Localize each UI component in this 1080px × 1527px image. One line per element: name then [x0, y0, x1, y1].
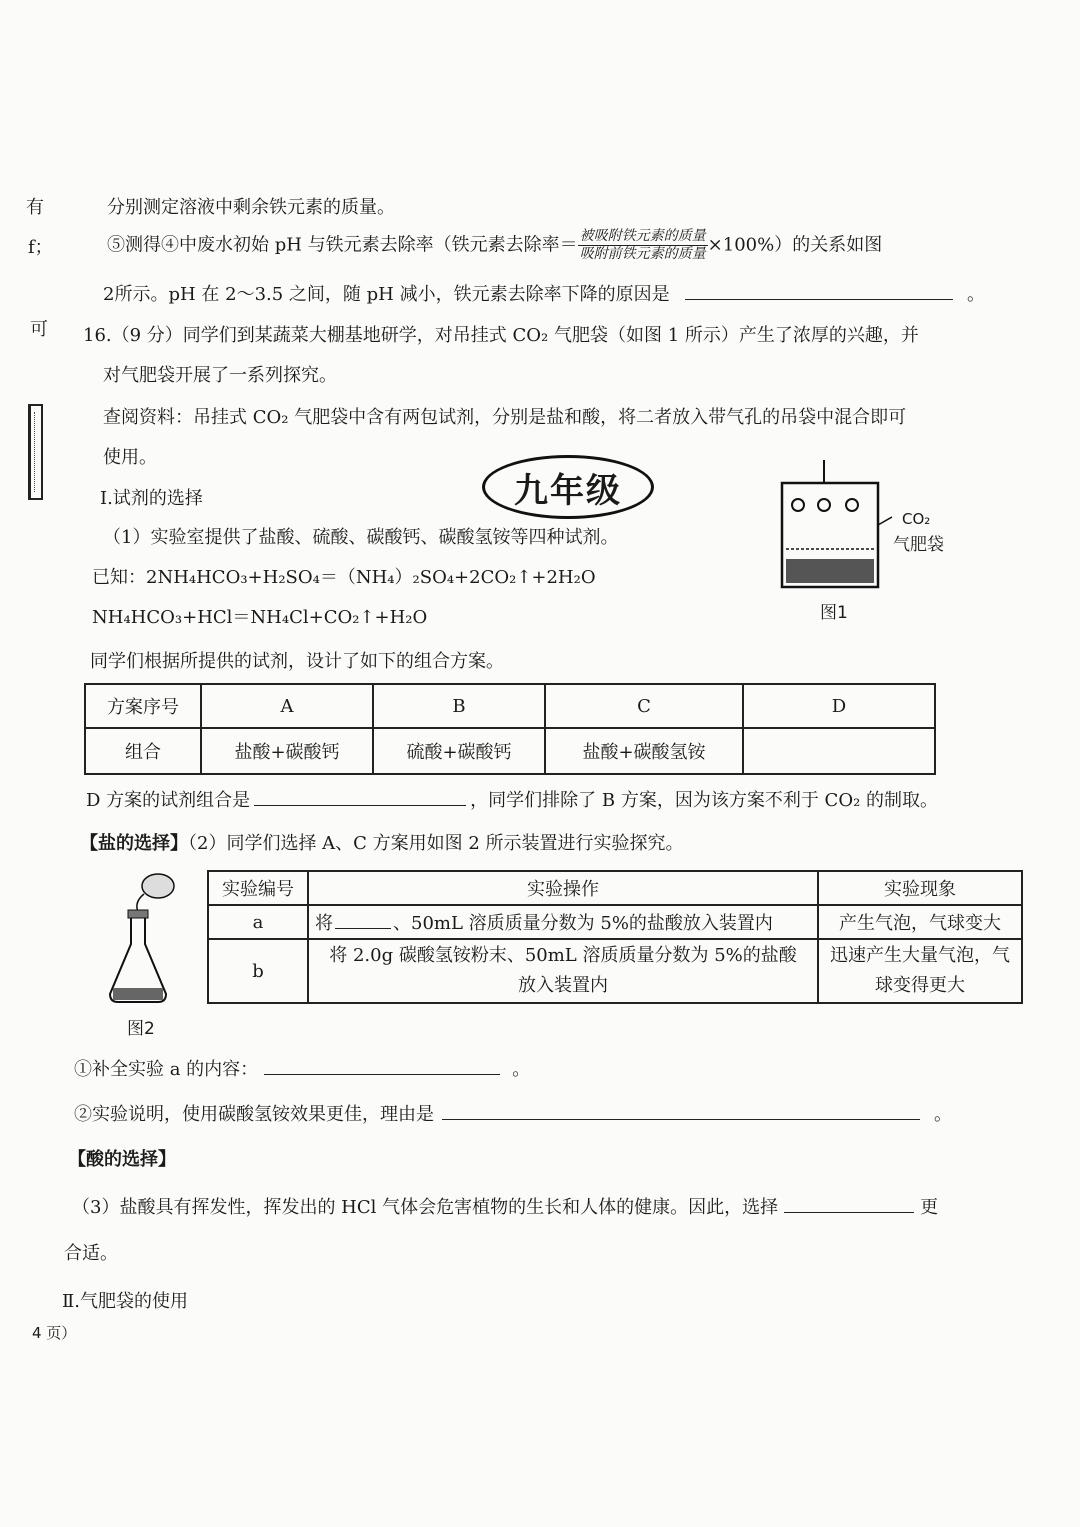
binding-mark	[28, 404, 43, 500]
op-text: 将 2.0g 碳酸氢铵粉末、50mL 溶质质量分数为 5%的盐酸	[329, 945, 797, 966]
sub-question-3-text: （3）盐酸具有挥发性，挥发出的 HCl 气体会危害植物的生长和人体的健康。因此，选择	[72, 1197, 779, 1218]
q15-line2-tail: ×100%）的关系如图	[707, 234, 883, 256]
table-cell	[308, 905, 818, 939]
table-cell: b	[208, 939, 308, 1003]
period: 。	[934, 1104, 952, 1125]
q15-line1: 分别测定溶液中剩余铁元素的质量。	[107, 197, 395, 218]
scheme-table	[84, 683, 936, 775]
table-cell: 组合	[85, 728, 201, 774]
table-header-cell: 实验现象	[818, 871, 1022, 905]
q15-question: 2所示。pH 在 2～3.5 之间，随 pH 减小，铁元素去除率下降的原因是	[103, 284, 670, 305]
table-cell: 产生气泡，气球变大	[818, 905, 1022, 939]
experiment-row-a	[208, 905, 1022, 939]
q16-line1: 16.（9 分）同学们到某蔬菜大棚基地研学，对吊挂式 CO₂ 气肥袋（如图 1 所示）产生了浓厚的兴趣，并	[83, 325, 919, 346]
sub-question-2	[74, 1101, 952, 1127]
table-cell-blank[interactable]	[743, 728, 935, 774]
table-header-cell: 实验编号	[208, 871, 308, 905]
sub-question-3	[72, 1194, 938, 1220]
margin-char: f；	[28, 237, 53, 258]
table-header-cell: D	[743, 684, 935, 728]
q16-line2: 对气肥袋开展了一系列探究。	[103, 365, 337, 386]
table-cell: a	[208, 905, 308, 939]
table-header-cell: 实验操作	[308, 871, 818, 905]
table-cell: 盐酸+碳酸钙	[201, 728, 373, 774]
experiment-table	[207, 870, 1023, 1004]
table-cell	[308, 939, 818, 1003]
page-note: 4 页）	[32, 1324, 77, 1342]
answer-blank[interactable]	[442, 1101, 920, 1120]
q15-line3	[103, 281, 985, 307]
answer-blank[interactable]	[335, 910, 391, 929]
equation-1: 已知：2NH₄HCO₃+H₂SO₄＝（NH₄）₂SO₄+2CO₂↑+2H₂O	[92, 567, 596, 588]
margin-char: 可	[30, 319, 48, 340]
q15-line2-text: ⑤测得④中废水初始 pH 与铁元素去除率（铁元素去除率＝	[107, 234, 578, 256]
d-scheme-text-tail: ，同学们排除了 B 方案，因为该方案不利于 CO₂ 的制取。	[470, 790, 939, 811]
sub-question-1-text: ①补全实验 a 的内容：	[74, 1059, 259, 1080]
period: 。	[512, 1059, 531, 1080]
fig1-label-co2: CO₂	[902, 510, 931, 528]
section-title: Ⅰ.试剂的选择	[100, 488, 203, 509]
experiment-table-header	[208, 871, 1022, 905]
scheme-table-header	[85, 684, 935, 728]
fraction-denominator: 吸附前铁元素的质量	[579, 246, 706, 262]
fig2-flask-diagram	[100, 866, 180, 1014]
table-header-cell: A	[201, 684, 373, 728]
fig2-caption: 图2	[127, 1019, 155, 1039]
acid-selection-title: 【酸的选择】	[68, 1149, 176, 1170]
section-title: Ⅱ.气肥袋的使用	[62, 1291, 188, 1312]
equation-2: NH₄HCO₃+HCl＝NH₄Cl+CO₂↑+H₂O	[92, 607, 428, 628]
table-header-cell: 方案序号	[85, 684, 201, 728]
answer-blank[interactable]	[784, 1194, 914, 1213]
salt-selection-text: （2）同学们选择 A、C 方案用如图 2 所示装置进行实验探究。	[188, 833, 684, 854]
q16-line4: 使用。	[103, 447, 157, 468]
table-header-cell: C	[545, 684, 743, 728]
sub-question-3-end: 合适。	[64, 1243, 118, 1264]
table-cell	[818, 939, 1022, 1003]
op-text: 将	[315, 913, 333, 934]
answer-blank[interactable]	[685, 281, 953, 300]
sub-question-1	[74, 1056, 530, 1082]
removal-rate-fraction	[578, 228, 708, 263]
salt-selection-title: 【盐的选择】	[80, 833, 188, 854]
salt-selection-line	[80, 832, 684, 856]
q15-line2	[107, 228, 882, 263]
obs-text: 迅速产生大量气泡，气	[830, 945, 1010, 966]
table-header-cell: B	[373, 684, 545, 728]
obs-text: 球变得更大	[875, 975, 965, 996]
sub-question-3-tail: 更	[920, 1197, 939, 1218]
d-scheme-line	[86, 787, 938, 813]
op-text-tail: 、50mL 溶质质量分数为 5%的盐酸放入装置内	[393, 913, 773, 934]
period: 。	[967, 284, 986, 305]
answer-blank[interactable]	[264, 1056, 500, 1075]
fig1-caption: 图1	[820, 603, 848, 623]
experiment-row-b	[208, 939, 1022, 1003]
d-scheme-text: D 方案的试剂组合是	[86, 790, 251, 811]
fig1-label-bag: 气肥袋	[893, 535, 944, 555]
scheme-table-row	[85, 728, 935, 774]
table-cell: 盐酸+碳酸氢铵	[545, 728, 743, 774]
answer-blank[interactable]	[254, 787, 466, 806]
design-text: 同学们根据所提供的试剂，设计了如下的组合方案。	[90, 651, 504, 672]
sub-question-2-text: ②实验说明，使用碳酸氢铵效果更佳，理由是	[74, 1104, 434, 1125]
q16-p1: （1）实验室提供了盐酸、硫酸、碳酸钙、碳酸氢铵等四种试剂。	[103, 527, 619, 548]
op-text: 放入装置内	[518, 975, 608, 996]
q16-line3: 查阅资料：吊挂式 CO₂ 气肥袋中含有两包试剂，分别是盐和酸，将二者放入带气孔的吊袋中混合即可	[103, 407, 907, 428]
margin-char: 有	[26, 197, 44, 218]
grade-stamp: 九年级	[482, 455, 654, 519]
table-cell: 硫酸+碳酸钙	[373, 728, 545, 774]
fraction-numerator: 被吸附铁元素的质量	[579, 228, 706, 244]
